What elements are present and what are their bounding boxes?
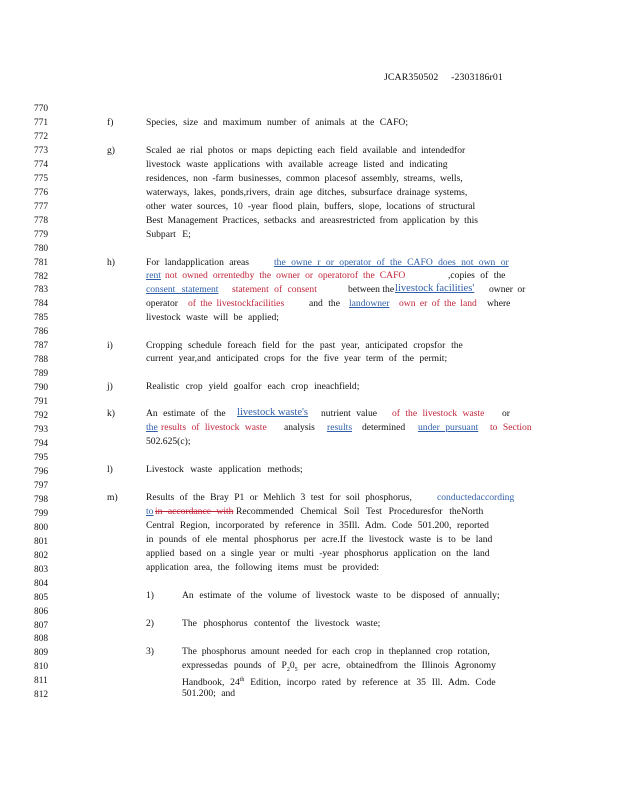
subscript: 5: [294, 666, 298, 673]
inserted-text: the owne r or operator of the CAFO does not own or: [274, 257, 509, 268]
line-number: 776: [34, 187, 49, 198]
line-number: 808: [34, 634, 49, 645]
item-g-line: residences, non -farm businesses, common placesof assembly, streams, wells,: [146, 173, 463, 184]
item-m-text: in pounds of ele mental phosphorus per acre.If the livestock waste is to be land: [146, 534, 493, 545]
line-number: 798: [34, 494, 49, 505]
item-k-text: analysis: [284, 422, 315, 433]
line-number: 810: [34, 662, 49, 673]
item-i-line: current year,and anticipated crops for the five year term of the permit;: [146, 353, 448, 364]
inserted-text: landowner: [349, 298, 390, 309]
item-h-text: where: [487, 298, 511, 309]
page-header: [384, 72, 503, 83]
line-number: 782: [34, 271, 49, 282]
line-number: 780: [34, 243, 49, 254]
changed-text: own er of the land: [399, 298, 477, 309]
line-number: 803: [34, 564, 49, 575]
item-g-line: Scaled ae rial photos or maps depicting each field available and intendedfor: [146, 145, 466, 156]
item-label-i: i): [107, 340, 113, 351]
line-number: 792: [34, 411, 49, 422]
item-label-k: k): [107, 408, 115, 419]
item-g-line: livestock waste applications with available acreage listed and indicating: [146, 159, 448, 170]
item-m-text: applied based on a single year or multi -year phosphorus application on the land: [146, 548, 490, 559]
subitem-3-line: 501.200; and: [182, 688, 236, 699]
line-number: 805: [34, 592, 49, 603]
line-number: 807: [34, 620, 49, 631]
subitem-3-line: [182, 674, 496, 689]
item-k-text: or: [502, 408, 510, 419]
line-number: 771: [34, 117, 49, 128]
line-number: 791: [34, 397, 49, 408]
line-number: 790: [34, 383, 49, 394]
line-number: 795: [34, 453, 49, 463]
item-label-m: m): [107, 492, 118, 503]
item-k-text: nutrient value: [321, 408, 378, 419]
item-m-text: Results of the Bray P1 or Mehlich 3 test for soil phosphorus,: [146, 492, 412, 503]
changed-text: of the livestockfacilities: [188, 298, 285, 309]
subitem-label-3: 3): [146, 646, 154, 657]
line-number: 781: [34, 257, 49, 268]
line-number: 772: [34, 131, 49, 142]
inserted-text: conductedaccording: [437, 492, 515, 503]
inserted-text: the: [146, 422, 158, 433]
line-number: 773: [34, 145, 49, 156]
item-m-text: Recommended Chemical Soil Test Proceduresfor theNorth: [236, 506, 484, 517]
line-number: 812: [34, 690, 49, 701]
line-number: 784: [34, 299, 49, 310]
changed-text: not owned orrentedby the owner or operatorof the CAFO: [165, 270, 406, 281]
item-h-text: livestock waste will be applied;: [146, 312, 279, 323]
item-h-text: and the: [309, 298, 340, 309]
subitem-3-text: Handbook, 24: [182, 677, 240, 689]
item-j-text: Realistic crop yield goalfor each crop ineachfield;: [146, 381, 360, 392]
subitem-1-text: An estimate of the volume of livestock waste to be disposed of annually;: [182, 590, 500, 601]
item-label-l: l): [107, 464, 113, 475]
subitem-3-text: expressedas pounds of P: [182, 660, 287, 671]
line-number: 811: [34, 676, 48, 687]
changed-text: of the livestock waste: [392, 408, 485, 419]
inserted-text: results: [327, 422, 353, 433]
line-number: 793: [34, 425, 49, 436]
item-label-f: f): [107, 117, 114, 128]
line-number: 775: [34, 173, 49, 184]
line-number: 789: [34, 369, 49, 380]
item-h-text: owner or: [489, 284, 526, 295]
subitem-3-line: The phosphorus amount needed for each crop in theplanned crop rotation,: [182, 646, 490, 657]
item-label-g: g): [107, 145, 115, 156]
line-number: 786: [34, 327, 49, 338]
item-l-text: Livestock waste application methods;: [146, 464, 303, 475]
line-number: 770: [34, 104, 49, 114]
doc-id: JCAR350502: [384, 72, 439, 83]
item-i-line: Cropping schedule foreach field for the past year, anticipated cropsfor the: [146, 340, 463, 351]
item-m-text: application area, the following items must be provided:: [146, 562, 380, 573]
item-h-text: between the: [348, 284, 395, 295]
line-number: 774: [34, 159, 49, 170]
changed-text: results of livestock waste: [161, 422, 267, 433]
item-h-text: ,copies of the: [448, 270, 506, 281]
subitem-label-1: 1): [146, 590, 154, 601]
subitem-3-text: Edition, incorpo rated by reference at 35 Ill. Adm. Code: [250, 677, 496, 689]
item-label-j: j): [107, 381, 113, 392]
item-h-text: operator: [146, 298, 178, 309]
superscript: th: [239, 677, 245, 683]
item-g-line: Subpart E;: [146, 229, 191, 240]
line-number: 777: [34, 201, 49, 212]
changed-text: to Section: [490, 422, 532, 433]
subitem-2-text: The phosphorus contentof the livestock waste;: [182, 618, 381, 629]
item-g-line: waterways, lakes, ponds,rivers, drain age ditches, subsurface drainage systems,: [146, 187, 468, 198]
subitem-label-2: 2): [146, 618, 154, 629]
deleted-text: in accordance with: [155, 506, 234, 517]
inserted-text: to: [146, 506, 154, 517]
line-number: 802: [34, 550, 49, 561]
line-number: 787: [34, 341, 49, 352]
line-number: 778: [34, 215, 49, 226]
subitem-3-text: per acre, obtainedfrom the Illinois Agronomy: [303, 660, 496, 671]
line-number: 809: [34, 648, 49, 659]
subitem-3-text: 0: [289, 660, 295, 671]
inserted-text: livestock waste's: [237, 407, 309, 418]
item-g-line: other water sources, 10 -year flood plain, buffers, slope, locations of structural: [146, 201, 476, 212]
line-number: 785: [34, 313, 49, 324]
line-number: 806: [34, 606, 49, 617]
subscript: 2: [286, 666, 290, 673]
item-label-h: h): [107, 257, 115, 268]
line-number: 801: [34, 536, 49, 547]
inserted-text: rent: [146, 270, 161, 281]
line-number: 799: [34, 508, 49, 519]
item-h-text: For landapplication areas: [146, 257, 249, 268]
item-g-line: Best Management Practices, setbacks and areasrestricted from application by this: [146, 215, 479, 226]
line-number: 788: [34, 355, 49, 366]
item-k-text: An estimate of the: [146, 408, 226, 419]
item-k-text: determined: [362, 422, 406, 433]
item-m-text: Central Region, incorporated by reference in 35Ill. Adm. Code 501.200, reported: [146, 520, 489, 531]
line-number: 804: [34, 578, 49, 589]
inserted-text: consent statement: [146, 284, 219, 295]
changed-text: statement of consent: [232, 284, 317, 295]
line-number: 796: [34, 466, 49, 477]
line-number: 800: [34, 522, 49, 533]
inserted-text: livestock facilities': [395, 283, 475, 294]
doc-version: -2303186r01: [451, 72, 503, 83]
line-number: 794: [34, 439, 49, 450]
item-k-text: 502.625(c);: [146, 436, 191, 447]
inserted-text: under pursuant: [418, 422, 479, 433]
line-number: 779: [34, 229, 49, 240]
item-f-text: Species, size and maximum number of animals at the CAFO;: [146, 117, 409, 128]
line-number: 797: [34, 480, 49, 491]
line-number: 783: [34, 285, 49, 296]
